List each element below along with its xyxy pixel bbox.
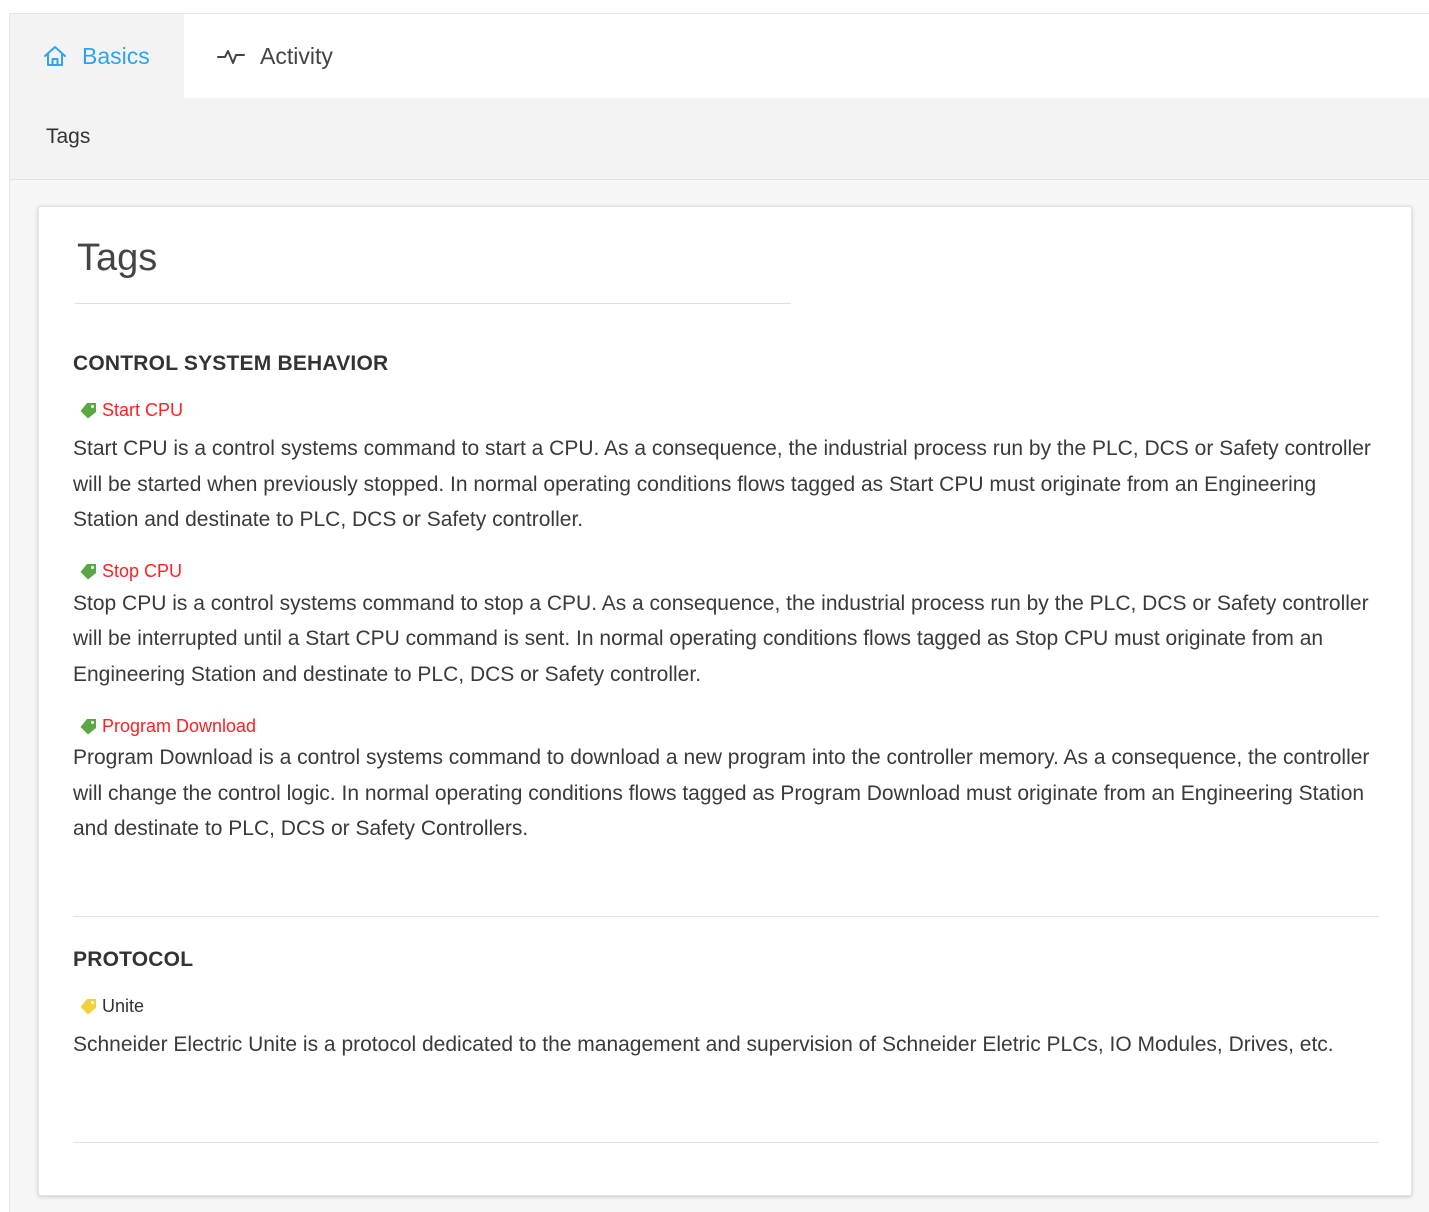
activity-pulse-icon — [216, 44, 246, 68]
tab-basics-label: Basics — [82, 42, 150, 69]
tag-icon — [79, 718, 98, 735]
tag-program-download[interactable] — [79, 714, 1379, 738]
tab-bar — [10, 14, 1429, 99]
app-frame — [9, 13, 1429, 1212]
tag-stop-cpu[interactable] — [79, 560, 1379, 584]
section-divider — [73, 1142, 1379, 1143]
tags-card — [38, 206, 1412, 1196]
section-divider — [73, 916, 1379, 917]
title-divider — [75, 303, 791, 304]
tab-activity-label: Activity — [260, 42, 333, 69]
tag-label: Unite — [102, 995, 145, 1016]
tag-entry-program-download — [73, 714, 1379, 847]
tag-description: Start CPU is a control systems command to start a CPU. As a consequence, the industrial process run by the PLC, DCS or Safety controller will be started when previously stopped. In normal operating conditions flows tagged as Start CPU must originate from an Engineering Station and destinate to PLC, DCS or Safety controller. — [73, 437, 1371, 531]
content-area — [10, 180, 1429, 1212]
tag-icon — [79, 998, 98, 1015]
page-title: Tags — [77, 237, 158, 279]
tag-icon — [79, 402, 98, 419]
home-icon — [42, 44, 68, 68]
tag-entry-stop-cpu — [73, 560, 1379, 693]
tag-icon — [79, 563, 98, 580]
tag-label: Stop CPU — [102, 561, 183, 581]
section-protocol — [73, 948, 1379, 1063]
tag-description: Stop CPU is a control systems command to stop a CPU. As a consequence, the industrial process run by the PLC, DCS or Safety controller will be interrupted until a Start CPU command is sent. In normal operating conditions flows tagged as Stop CPU must originate from an Engineering Station and destinate to PLC, DCS or Safety controller. — [73, 591, 1369, 686]
tag-label: Start CPU — [102, 399, 184, 420]
tab-basics[interactable] — [10, 14, 184, 98]
tag-description: Schneider Electric Unite is a protocol dedicated to the management and supervision of Schneider Eletric PLCs, IO Modules, Drives, etc. — [73, 1033, 1334, 1056]
breadcrumb: Tags — [46, 125, 91, 148]
tag-start-cpu[interactable] — [79, 398, 1379, 422]
section-control-system-behavior — [73, 352, 1379, 847]
tag-description: Program Download is a control systems command to download a new program into the controller memory. As a consequence, the controller will change the control logic. In normal operating conditions flows tagged as Program Download must originate from an Engineering Station and destinate to PLC, DCS or Safety Controllers. — [73, 746, 1370, 840]
section-heading: PROTOCOL — [73, 948, 194, 971]
tag-entry-unite — [73, 994, 1379, 1063]
tag-unite[interactable] — [79, 994, 1379, 1018]
section-heading: CONTROL SYSTEM BEHAVIOR — [73, 352, 389, 375]
breadcrumb-bar — [10, 98, 1429, 180]
tag-label: Program Download — [102, 715, 257, 736]
tag-entry-start-cpu — [73, 398, 1379, 538]
tab-activity[interactable] — [184, 14, 384, 98]
